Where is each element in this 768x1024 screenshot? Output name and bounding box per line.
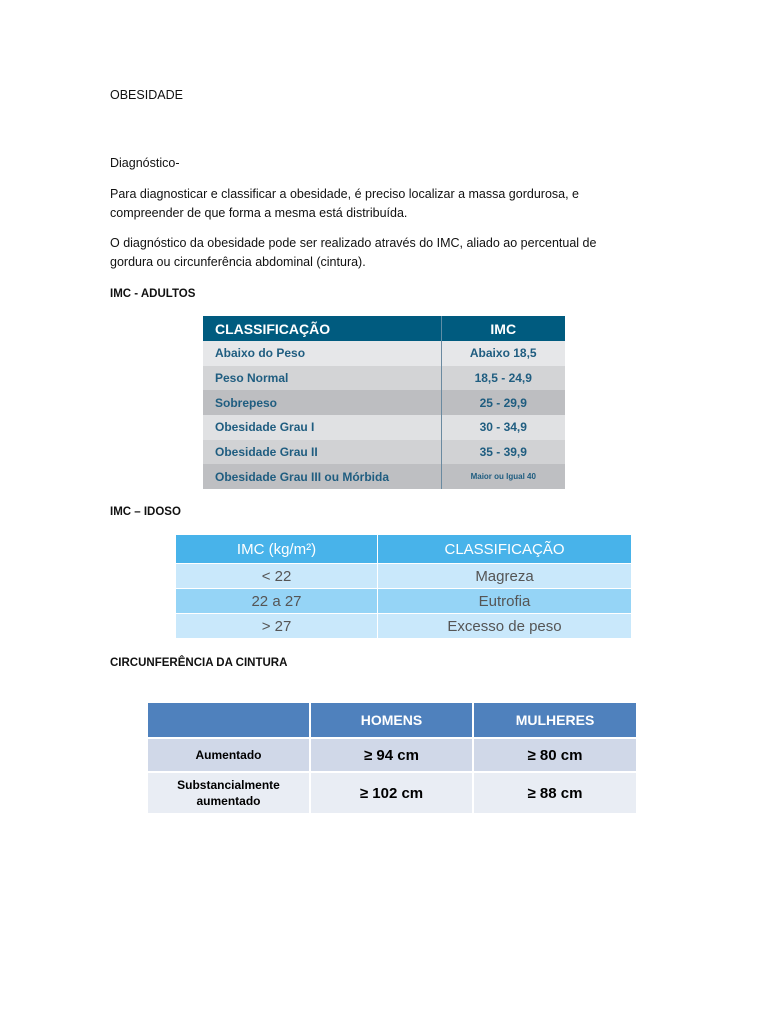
table-header-row [203,316,565,341]
imc-idoso-table [175,534,632,639]
table-cell: Abaixo 18,5 [441,341,565,366]
table-cell: 22 a 27 [176,589,378,614]
table-cell: ≥ 94 cm [310,738,473,772]
table-row [203,341,565,366]
table-row [148,772,636,813]
table-cell: Excesso de peso [378,614,632,639]
column-header: IMC (kg/m²) [176,535,378,564]
table-header-row [176,535,632,564]
table-row [203,415,565,440]
imc-adultos-table [203,316,565,489]
table-cell: Substancialmente aumentado [148,772,310,813]
table-row [176,589,632,614]
table-cell: > 27 [176,614,378,639]
table-row [176,614,632,639]
table-cell: 35 - 39,9 [441,440,565,465]
table-cell: 18,5 - 24,9 [441,366,565,391]
table-cell: Peso Normal [203,366,441,391]
column-header: MULHERES [473,703,636,738]
paragraph-1: Para diagnosticar e classificar a obesidade, é preciso localizar a massa gordurosa, e compreender de que forma a mesma está distribuída. [110,187,579,220]
document-title: OBESIDADE [110,88,183,102]
column-header: CLASSIFICAÇÃO [203,316,441,341]
cintura-table [148,703,636,813]
table-cell: 25 - 29,9 [441,390,565,415]
table-row [203,366,565,391]
table-header-row [148,703,636,738]
imc-idoso-heading: IMC – IDOSO [110,506,181,518]
table-cell: Maior ou Igual 40 [441,464,565,489]
table-cell: Magreza [378,564,632,589]
table-cell: < 22 [176,564,378,589]
table-row [148,738,636,772]
diagnostico-heading: Diagnóstico- [110,156,180,170]
column-header [148,703,310,738]
imc-adultos-heading: IMC - ADULTOS [110,288,196,300]
table-cell: 30 - 34,9 [441,415,565,440]
table-row [203,464,565,489]
column-header: CLASSIFICAÇÃO [378,535,632,564]
table-row [203,440,565,465]
table-cell: ≥ 88 cm [473,772,636,813]
table-row [203,390,565,415]
table-cell: Obesidade Grau II [203,440,441,465]
cintura-heading: CIRCUNFERÊNCIA DA CINTURA [110,657,288,669]
table-cell: ≥ 102 cm [310,772,473,813]
table-row [176,564,632,589]
paragraph-2: O diagnóstico da obesidade pode ser realizado através do IMC, aliado ao percentual de gordura ou circunferência abdominal (cintura). [110,236,597,269]
table-cell: Sobrepeso [203,390,441,415]
table-cell: Obesidade Grau I [203,415,441,440]
column-header: HOMENS [310,703,473,738]
table-cell: Aumentado [148,738,310,772]
table-cell: ≥ 80 cm [473,738,636,772]
table-cell: Abaixo do Peso [203,341,441,366]
column-header: IMC [441,316,565,341]
table-cell: Obesidade Grau III ou Mórbida [203,464,441,489]
table-cell: Eutrofia [378,589,632,614]
